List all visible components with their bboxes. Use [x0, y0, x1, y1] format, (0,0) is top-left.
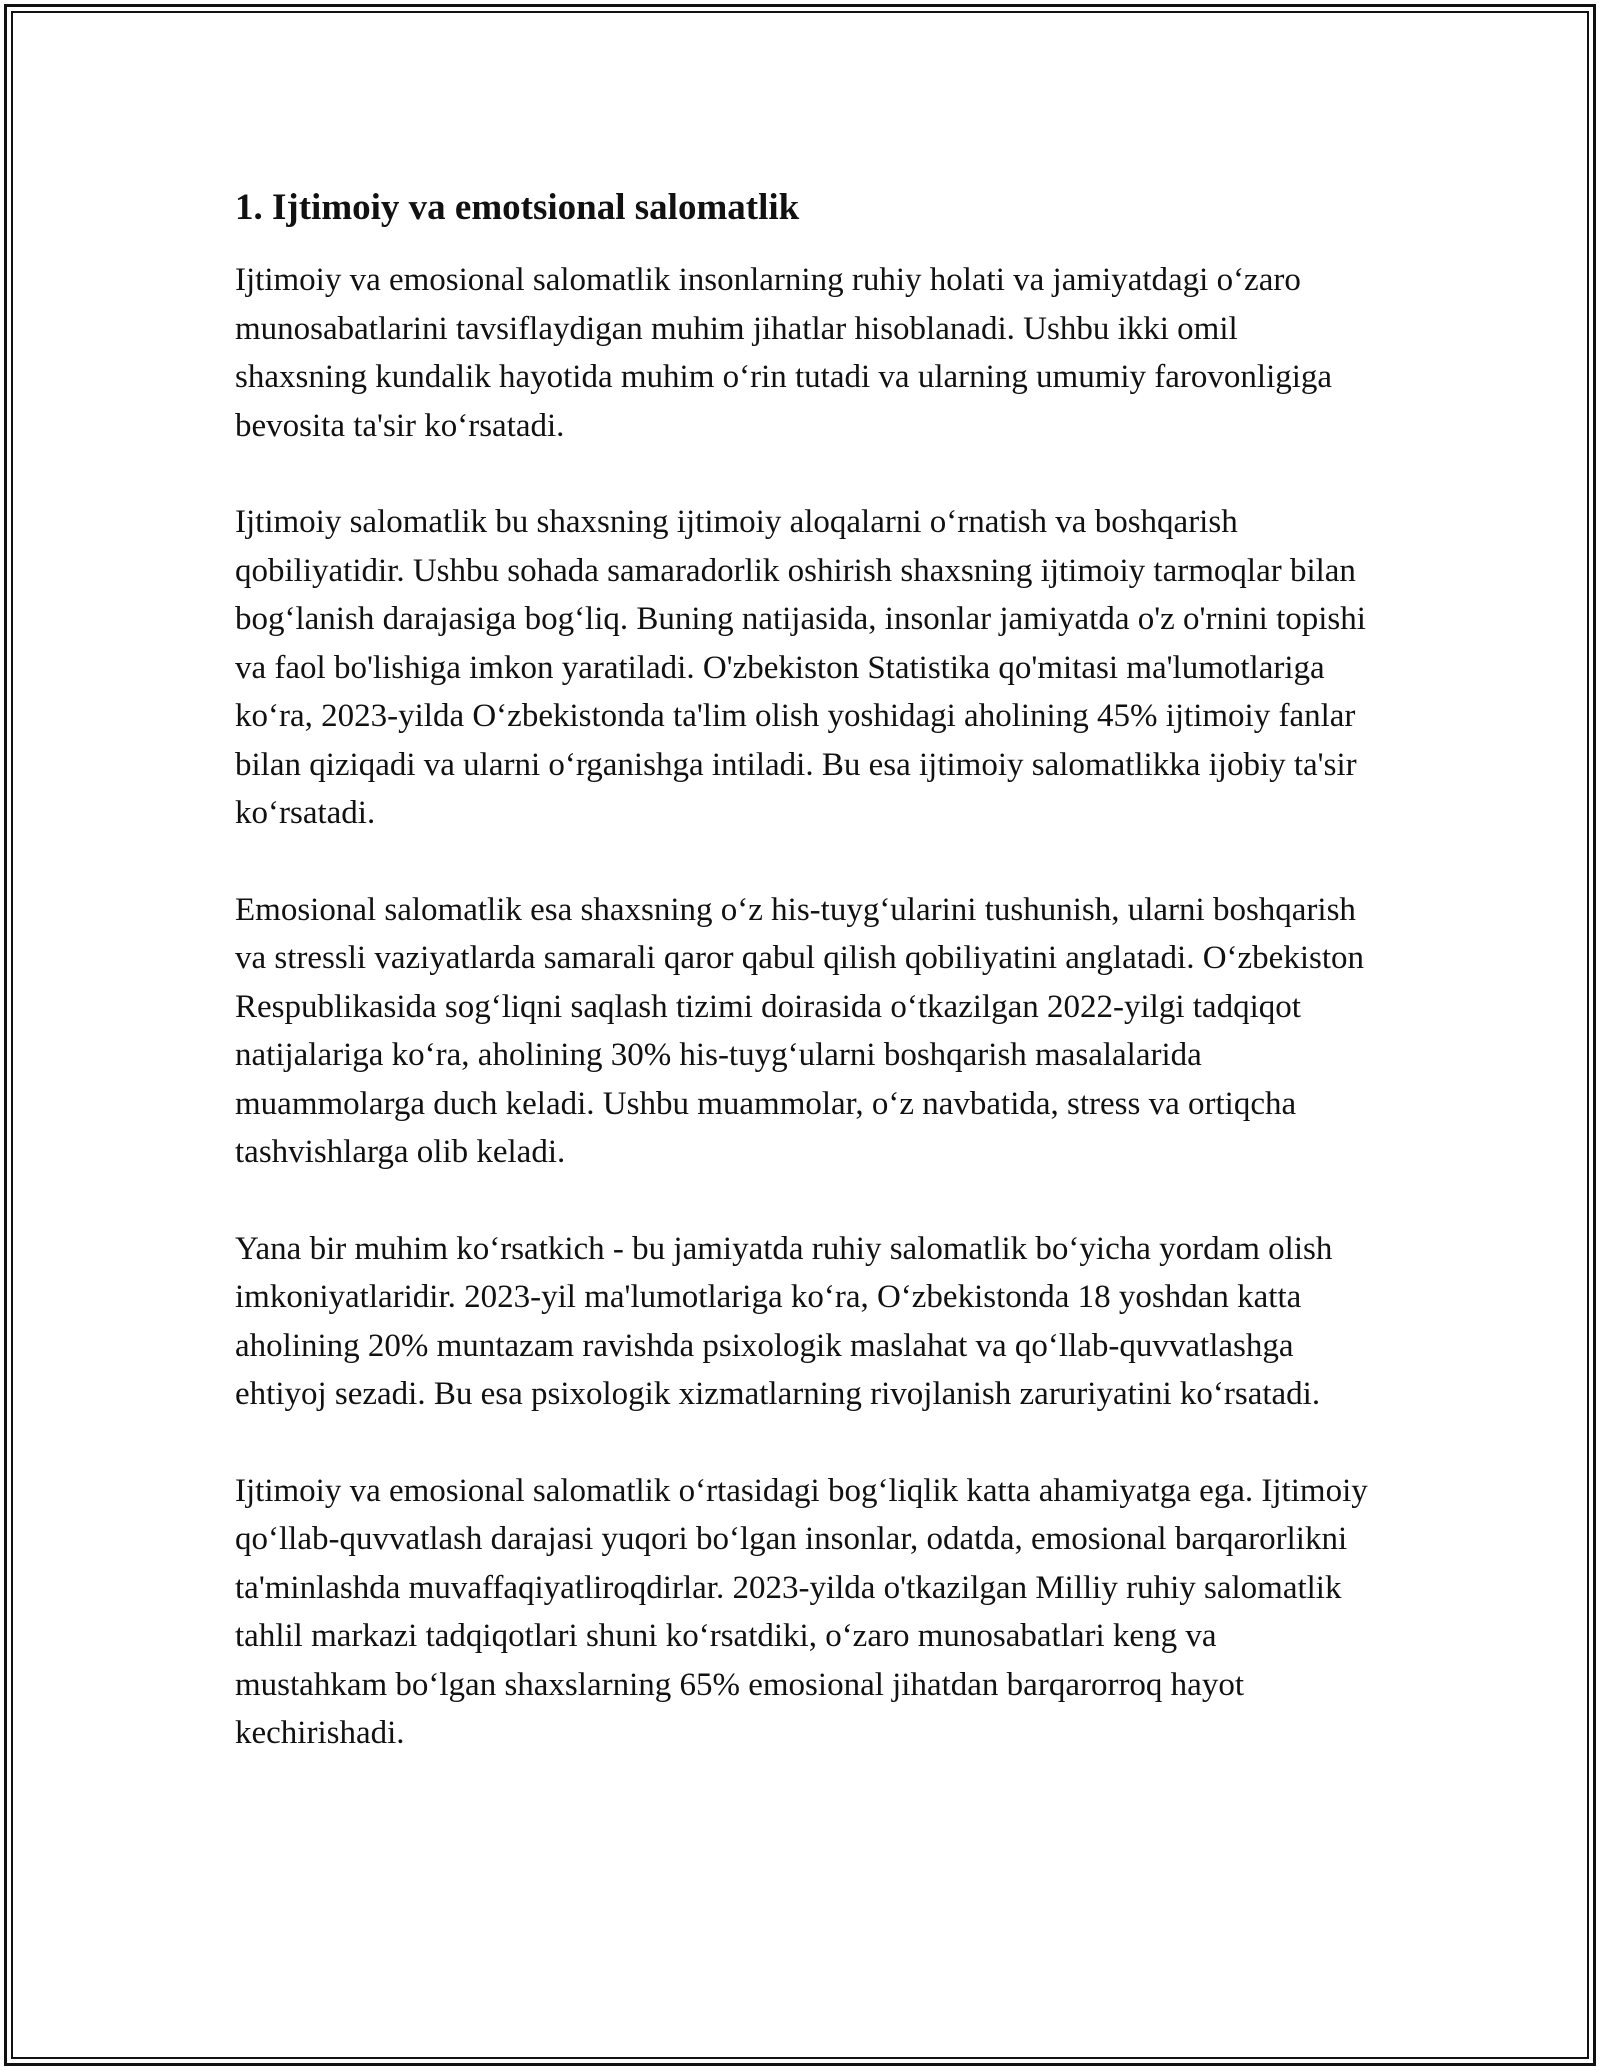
section-heading: 1. Ijtimoiy va emotsional salomatlik	[235, 187, 800, 228]
paragraph-relationship: Ijtimoiy va emosional salomatlik o‘rtasidagi bog‘liqlik katta ahamiyatga ega. Ijtimoiy qo‘llab-quvvatlash darajasi yuqori bo‘lgan insonlar, odatda, emosional barqarorlikni ta'minlashda muvaffaqiyatliroqdirlar. 2023-yilda o'tkazilgan Milliy ruhiy salomatlik tahlil markazi tadqiqotlari shuni ko‘rsatdiki, o‘zaro munosabatlari keng va mustahkam bo‘lgan shaxslarning 65% emosional jihatdan barqarorroq hayot kechirishadi.	[235, 1472, 1368, 1752]
paragraph-mental-health-support: Yana bir muhim ko‘rsatkich - bu jamiyatda ruhiy salomatlik bo‘yicha yordam olish imkoniyatlaridir. 2023-yil ma'lumotlariga ko‘ra, O‘zbekistonda 18 yoshdan katta aholining 20% muntazam ravishda psixologik maslahat va qo‘llab-quvvatlashga ehtiyoj sezadi. Bu esa psixologik xizmatlarning rivojlanish zaruriyatini ko‘rsatadi.	[235, 1230, 1333, 1413]
paragraph-intro: Ijtimoiy va emosional salomatlik insonlarning ruhiy holati va jamiyatdagi o‘zaro munosabatlarini tavsiflaydigan muhim jihatlar hisoblanadi. Ushbu ikki omil shaxsning kundalik hayotida muhim o‘rin tutadi va ularning umumiy farovonligiga bevosita ta'sir ko‘rsatadi.	[235, 262, 1333, 444]
paragraph-social-health: Ijtimoiy salomatlik bu shaxsning ijtimoiy aloqalarni o‘rnatish va boshqarish qobiliyatidir. Ushbu sohada samaradorlik oshirish shaxsning ijtimoiy tarmoqlar bilan bog‘lanish darajasiga bog‘liq. Buning natijasida, insonlar jamiyatda o'z o'rnini topishi va faol bo'lishiga imkon yaratiladi. O'zbekiston Statistika qo'mitasi ma'lumotlariga ko‘ra, 2023-yilda O‘zbekistonda ta'lim olish yoshidagi aholining 45% ijtimoiy fanlar bilan qiziqadi va ularni o‘rganishga intiladi. Bu esa ijtimoiy salomatlikka ijobiy ta'sir ko‘rsatadi.	[235, 504, 1366, 832]
document-body	[235, 186, 1375, 1806]
paragraph-emotional-health: Emosional salomatlik esa shaxsning o‘z his-tuyg‘ularini tushunish, ularni boshqarish va stressli vaziyatlarda samarali qaror qabul qilish qobiliyatini anglatadi. O‘zbekiston Respublikasida sog‘liqni saqlash tizimi doirasida o‘tkazilgan 2022-yilgi tadqiqot natijalariga ko‘ra, aholining 30% his-tuyg‘ularni boshqarish masalalarida muammolarga duch keladi. Ushbu muammolar, o‘z navbatida, stress va ortiqcha tashvishlarga olib keladi.	[235, 891, 1365, 1171]
